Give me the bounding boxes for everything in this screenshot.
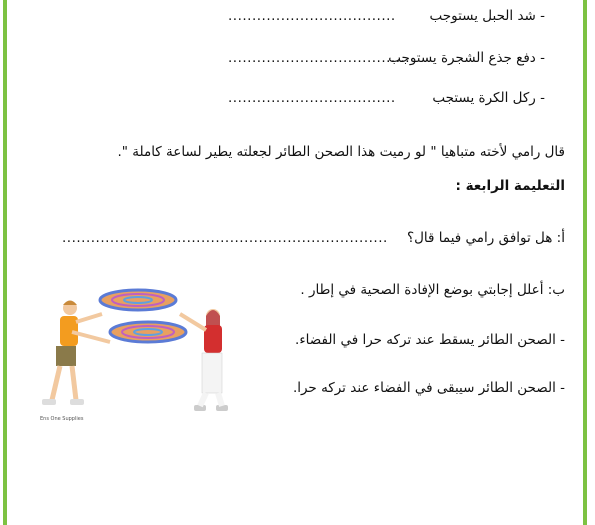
boy-figure — [42, 301, 110, 406]
section-title: التعليمة الرابعة : — [455, 178, 565, 194]
question-a: أ: هل توافق رامي فيما قال؟ — [406, 230, 565, 246]
statement-1[interactable]: - الصحن الطائر يسقط عند تركه حرا في الفضاء. — [295, 332, 565, 348]
answer-blank-a[interactable]: .................................................................... — [62, 230, 388, 246]
answer-blank-1[interactable]: ................................... — [228, 8, 396, 24]
item-tree-push: - دفع جذع الشجرة يستوجب — [388, 50, 545, 66]
image-caption: Ens One Supplies — [40, 416, 84, 422]
girl-figure — [180, 309, 228, 411]
answer-blank-2[interactable]: ...................................... — [228, 50, 411, 66]
item-ball-kick: - ركل الكرة يستجب — [432, 90, 545, 106]
question-b: ب: أعلل إجابتي بوضع الإفادة الصحية في إطار . — [300, 282, 565, 298]
item-rope-pull: - شد الحبل يستوجب — [429, 8, 545, 24]
page-border-left — [3, 0, 7, 525]
flying-disc-icon — [100, 290, 176, 310]
answer-blank-3[interactable]: ................................... — [228, 90, 396, 106]
statement-2[interactable]: - الصحن الطائر سيبقى في الفضاء عند تركه حرا. — [292, 380, 565, 396]
children-frisbee-illustration — [30, 280, 240, 420]
page-border-right — [583, 0, 587, 525]
flying-disc-icon — [110, 322, 186, 342]
quote-text: قال رامي لأخته متباهيا " لو رميت هذا الصحن الطائر لجعلته يطير لساعة كاملة ". — [117, 144, 565, 160]
